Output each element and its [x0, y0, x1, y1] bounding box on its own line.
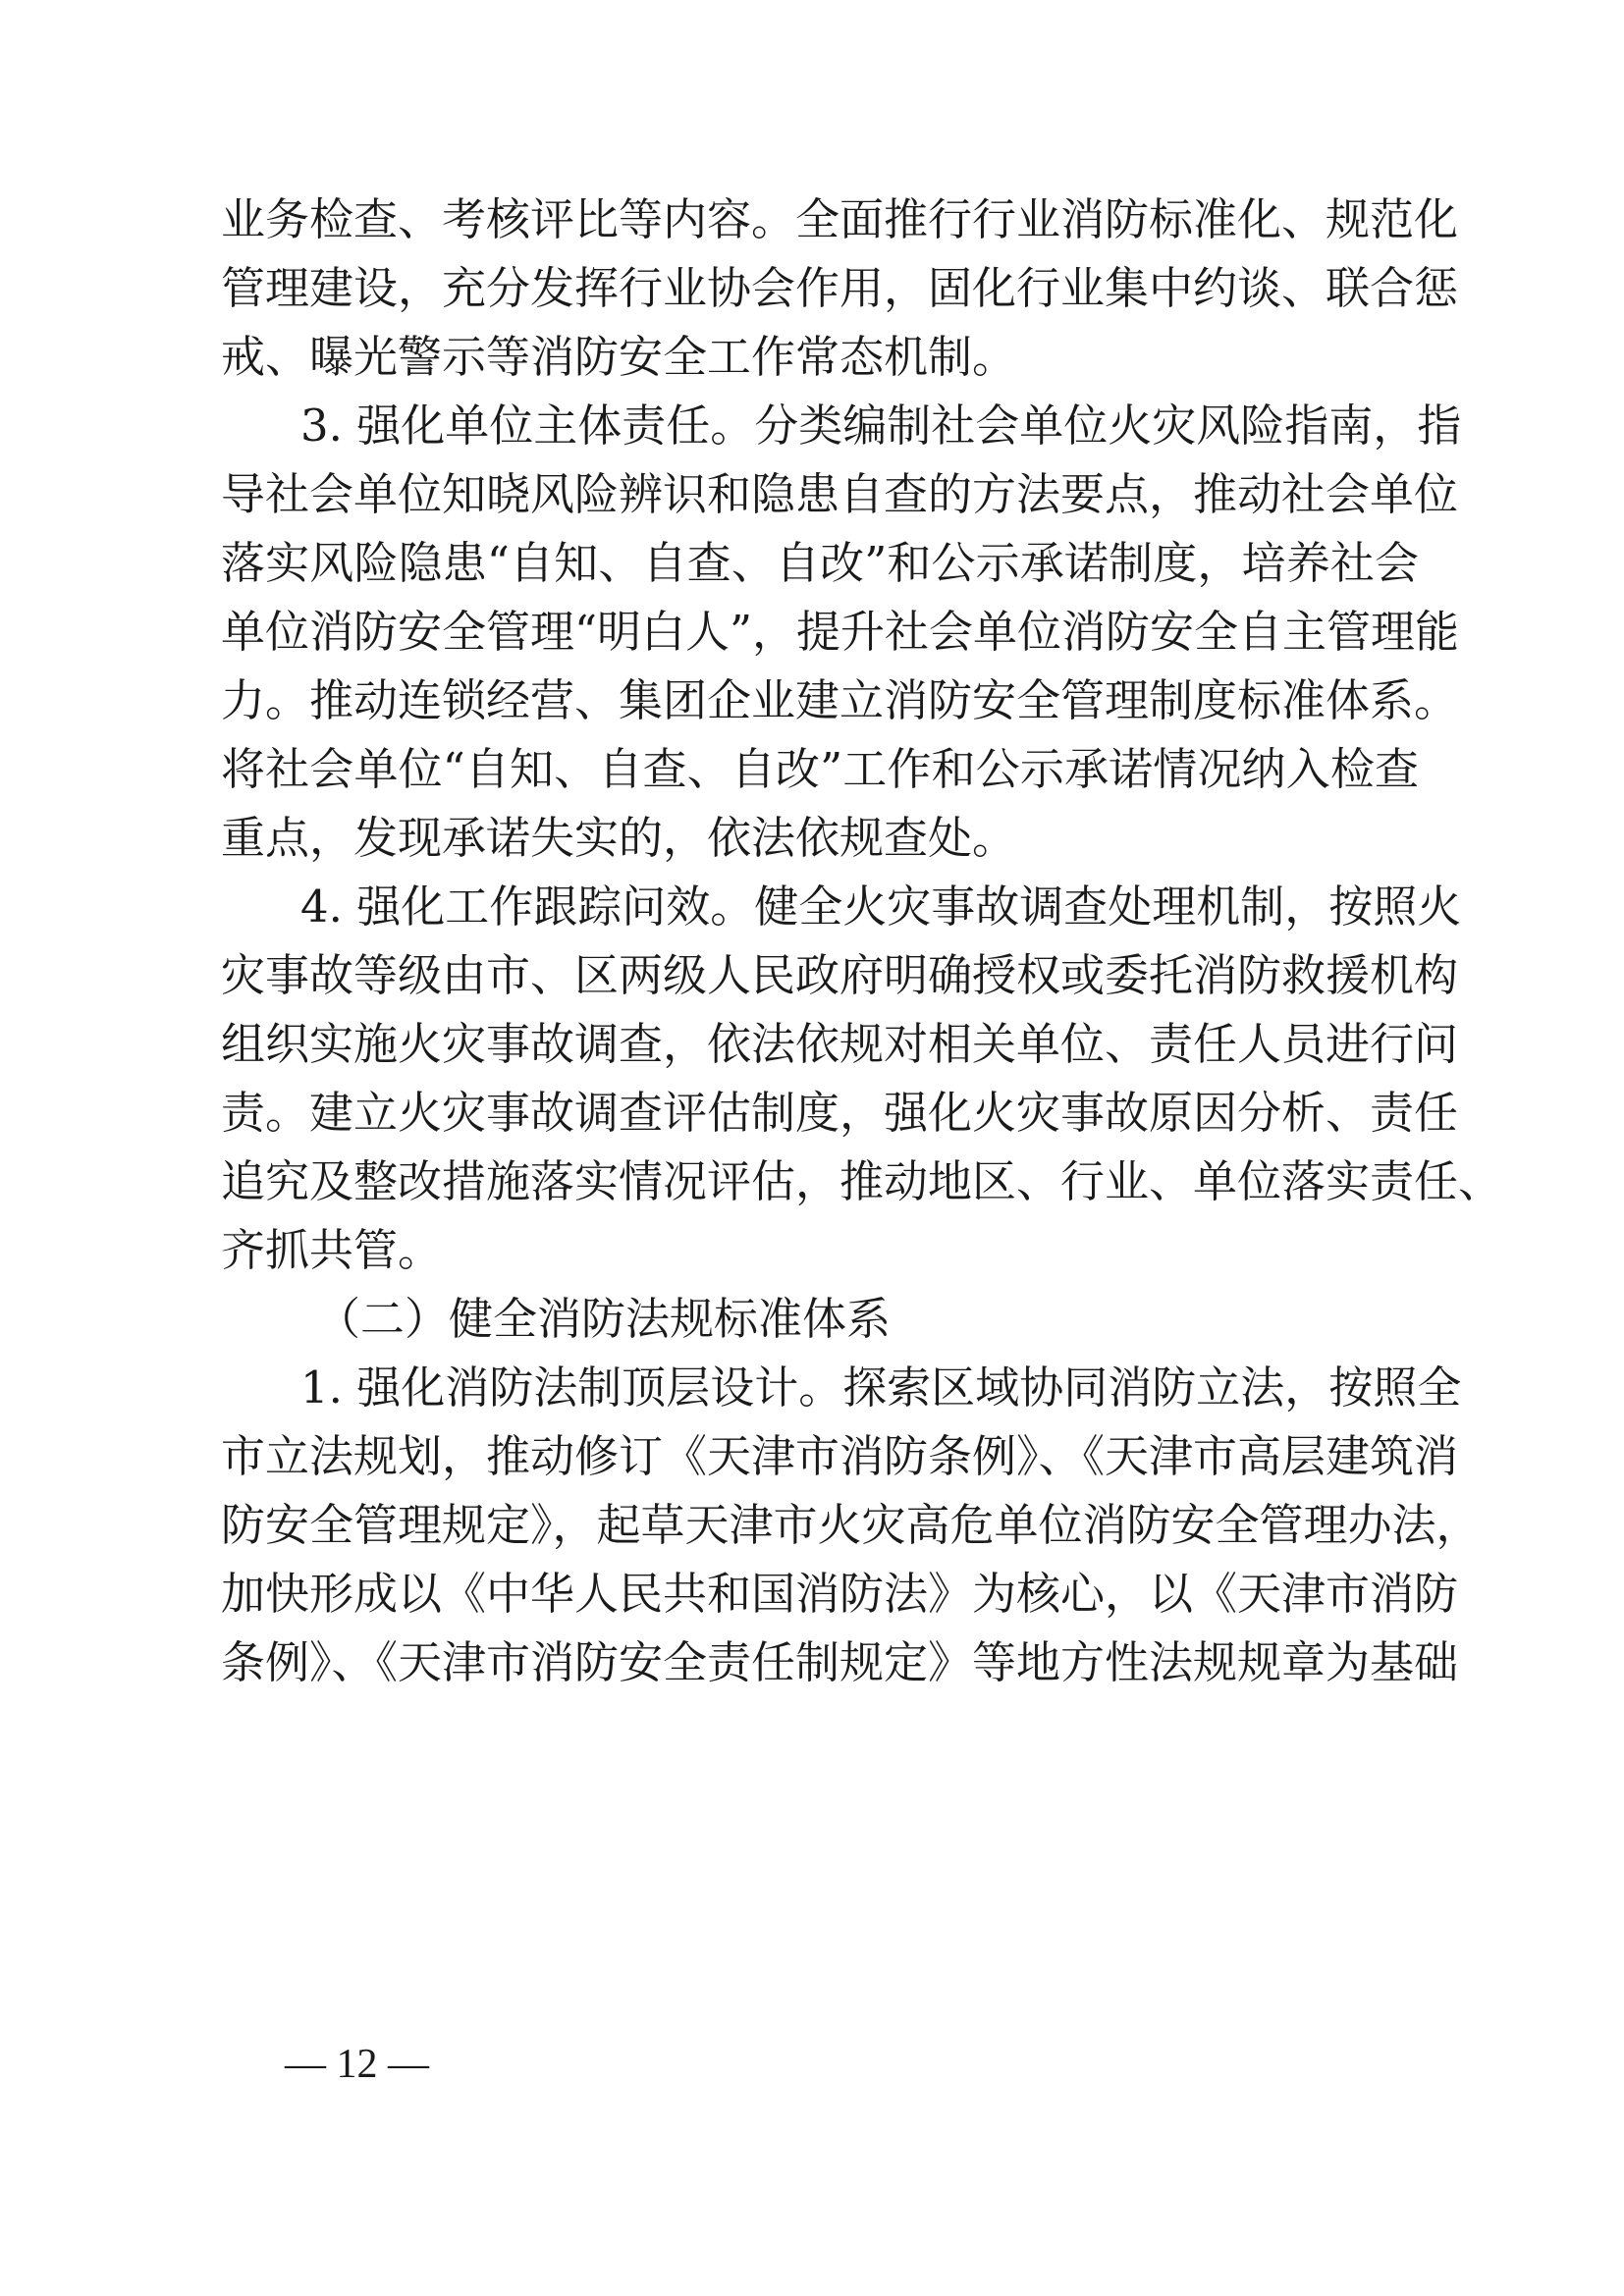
body-text-line: 戒、曝光警示等消防安全工作常态机制。 [221, 331, 1017, 383]
body-text-line: 重点，发现承诺失实的，依法依规查处。 [221, 812, 1017, 864]
body-text-line: 组织实施火灾事故调查，依法依规对相关单位、责任人员进行问 [221, 1018, 1459, 1070]
body-text-line: 落实风险隐患“自知、自查、自改”和公示承诺制度，培养社会 [221, 537, 1419, 589]
numbered-paragraph-start: 1. 强化消防法制顶层设计。探索区域协同消防立法，按照全 [300, 1362, 1462, 1414]
body-text-line: 导社会单位知晓风险辨识和隐患自查的方法要点，推动社会单位 [221, 468, 1459, 520]
body-text-line: 追究及整改措施落实情况评估，推动地区、行业、单位落实责任、 [221, 1155, 1503, 1207]
body-text-line: 管理建设，充分发挥行业协会作用，固化行业集中约谈、联合惩 [221, 262, 1459, 314]
numbered-paragraph-start: 3. 强化单位主体责任。分类编制社会单位火灾风险指南，指 [300, 400, 1462, 452]
body-text-line: 责。建立火灾事故调查评估制度，强化火灾事故原因分析、责任 [221, 1087, 1459, 1139]
body-text-line: 齐抓共管。 [221, 1224, 443, 1276]
body-text-line: 加快形成以《中华人民共和国消防法》为核心，以《天津市消防 [221, 1568, 1459, 1620]
numbered-paragraph-start: 4. 强化工作跟踪问效。健全火灾事故调查处理机制，按照火 [300, 881, 1462, 933]
page-number: — 12 — [285, 2042, 429, 2087]
body-text-line: 灾事故等级由市、区两级人民政府明确授权或委托消防救援机构 [221, 949, 1459, 1001]
section-heading: （二）健全消防法规标准体系 [316, 1293, 892, 1345]
body-text-line: 单位消防安全管理“明白人”，提升社会单位消防安全自主管理能 [221, 606, 1460, 658]
body-text-line: 市立法规划，推动修订《天津市消防条例》、《天津市高层建筑消 [221, 1430, 1459, 1482]
body-text-line: 力。推动连锁经营、集团企业建立消防安全管理制度标准体系。 [221, 674, 1459, 726]
body-text-line: 业务检查、考核评比等内容。全面推行行业消防标准化、规范化 [221, 193, 1459, 245]
body-text-line: 将社会单位“自知、自查、自改”工作和公示承诺情况纳入检查 [221, 743, 1419, 795]
body-text-line: 防安全管理规定》，起草天津市火灾高危单位消防安全管理办法， [221, 1499, 1481, 1551]
body-text-line: 条例》、《天津市消防安全责任制规定》等地方性法规规章为基础 [221, 1636, 1459, 1688]
